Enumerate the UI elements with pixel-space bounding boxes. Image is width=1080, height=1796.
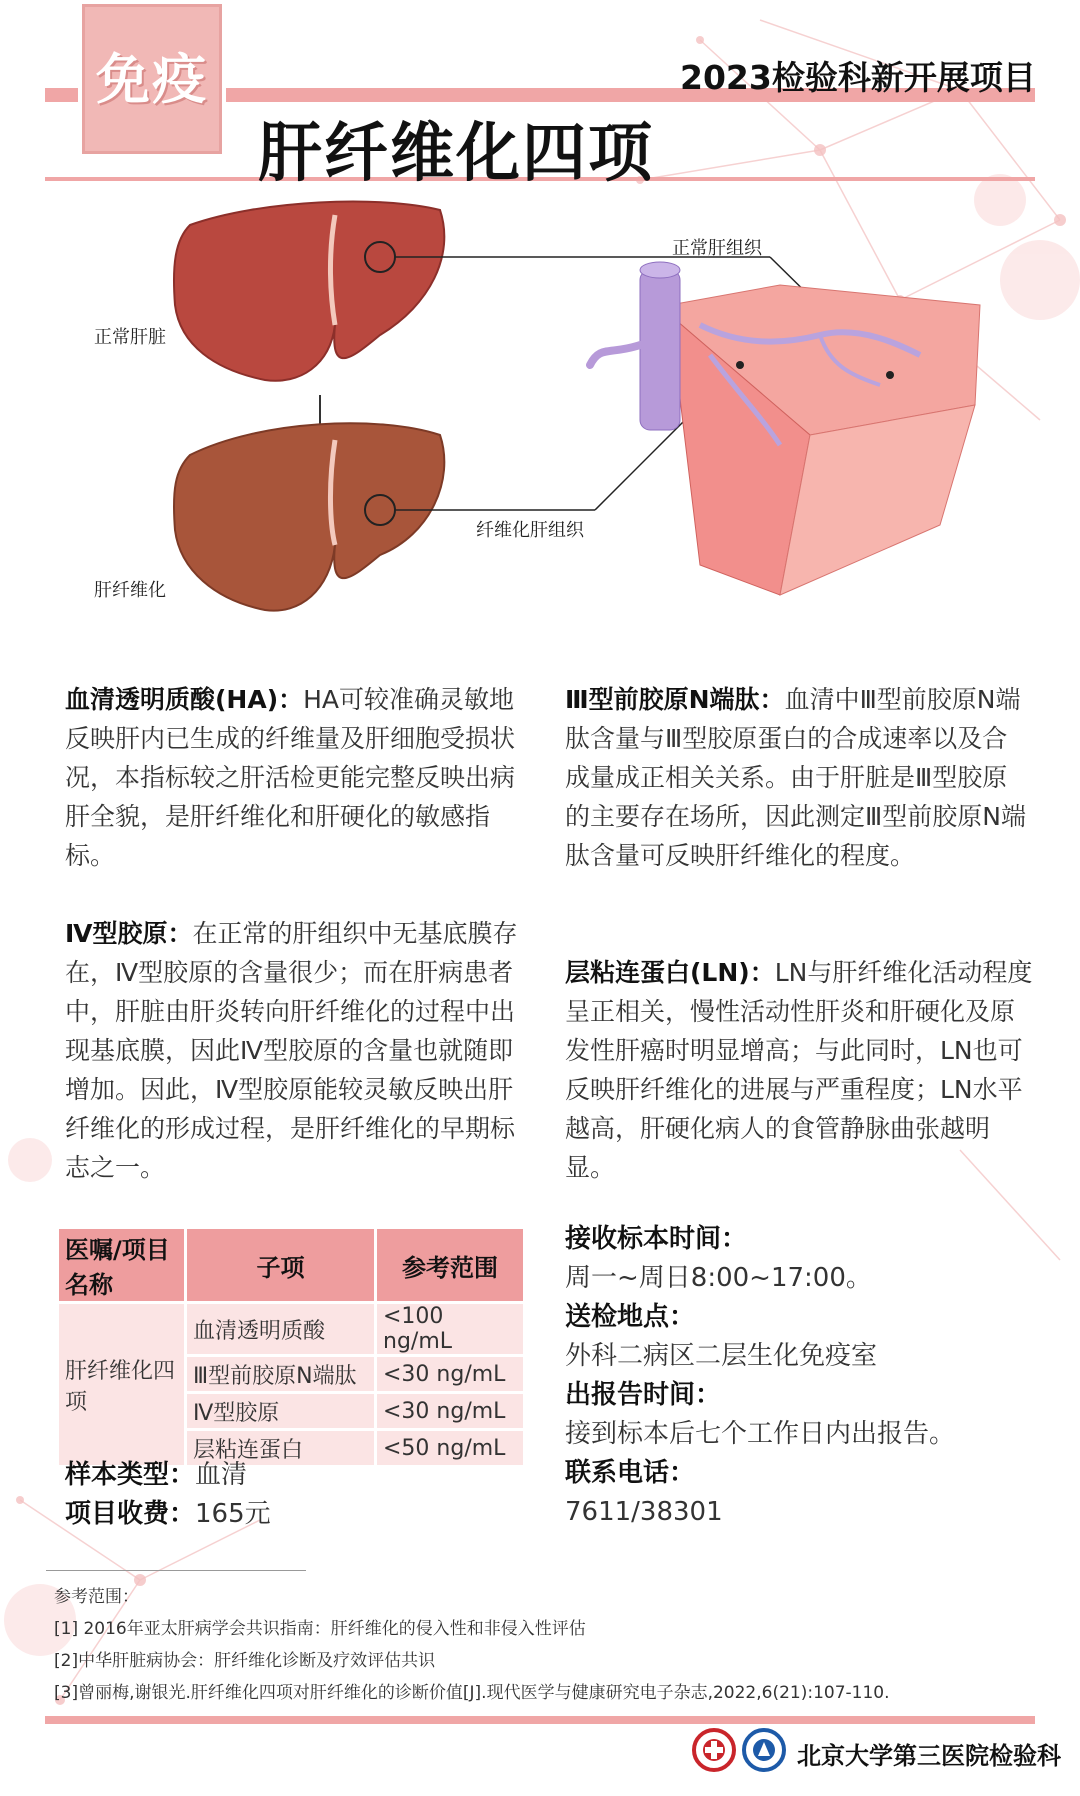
section-col4 xyxy=(65,914,525,1187)
page-title: 肝纤维化四项 xyxy=(258,117,654,191)
label-fibrosis-liver: 肝纤维化 xyxy=(94,580,166,601)
reference-item: [2]中华肝脏病协会：肝纤维化诊断及疗效评估共识 xyxy=(54,1651,436,1671)
table-cell-item: Ⅲ型前胶原N端肽 xyxy=(187,1357,374,1391)
lab-emblem-icon xyxy=(744,1730,784,1770)
reference-range-table xyxy=(56,1226,526,1468)
specimen-info xyxy=(565,1220,1035,1532)
table-cell-item: Ⅳ型胶原 xyxy=(187,1394,374,1428)
section-ln xyxy=(565,953,1035,1187)
footer-accent-bar xyxy=(45,1716,1035,1724)
project-fee xyxy=(65,1495,271,1534)
reference-item: [3]曾丽梅,谢银光.肝纤维化四项对肝纤维化的诊断价值[J].现代医学与健康研究电子杂志,2022,6(21):107-110. xyxy=(54,1683,890,1703)
immunology-stamp xyxy=(78,0,226,158)
sample-type xyxy=(65,1456,247,1495)
section-ln-heading: 层粘连蛋白(LN)： xyxy=(565,958,775,987)
section-col4-heading: Ⅳ型胶原： xyxy=(65,919,193,948)
report-time-value: 接到标本后七个工作日内出报告。 xyxy=(565,1419,956,1449)
section-ln-body: LN与肝纤维化活动程度呈正相关，慢性活动性肝炎和肝硬化及原发性肝癌时明显增高；与此同时，LN也可反映肝纤维化的进展与严重程度；LN水平越高，肝硬化病人的食管静脉曲张越明显。 xyxy=(565,958,1033,1182)
references-title: 参考范围： xyxy=(54,1587,139,1607)
delivery-place-label: 送检地点： xyxy=(565,1302,696,1332)
phone-value: 7611/38301 xyxy=(565,1497,723,1527)
table-header-range: 参考范围 xyxy=(377,1229,523,1301)
fibrosis-liver-shape xyxy=(174,423,444,610)
label-fibrosis-tissue: 纤维化肝组织 xyxy=(476,520,584,541)
label-normal-liver: 正常肝脏 xyxy=(94,327,166,348)
project-fee-value: 165元 xyxy=(195,1499,271,1529)
receive-time-label: 接收标本时间： xyxy=(565,1224,748,1254)
table-row xyxy=(59,1304,523,1354)
table-cell-item: 血清透明质酸 xyxy=(187,1304,374,1354)
table-cell-range: <30 ng/mL xyxy=(377,1394,523,1428)
section-ha-body: HA可较准确灵敏地反映肝内已生成的纤维量及肝细胞受损状况，本指标较之肝活检更能完整反映出病肝全貌，是肝纤维化和肝硬化的敏感指标。 xyxy=(65,685,516,870)
footer-institution-name: 北京大学第三医院检验科 xyxy=(797,1742,1061,1770)
stamp-text: 免疫 xyxy=(96,47,208,111)
table-header-project: 医嘱/项目名称 xyxy=(59,1229,184,1301)
section-p3np-heading: Ⅲ型前胶原N端肽： xyxy=(565,685,785,714)
sample-type-label: 样本类型： xyxy=(65,1460,196,1490)
section-ha-heading: 血清透明质酸(HA)： xyxy=(65,685,304,714)
section-col4-body: 在正常的肝组织中无基底膜存在，Ⅳ型胶原的含量很少；而在肝病患者中，肝脏由肝炎转向肝纤维化的过程中出现基底膜，因此Ⅳ型胶原的含量也就随即增加。因此，Ⅳ型胶原能较灵敏反映出肝纤维化的形成过程，是肝纤维化的早期标志之一。 xyxy=(65,919,518,1182)
table-cell-range: <50 ng/mL xyxy=(377,1431,523,1465)
references-divider xyxy=(46,1570,306,1571)
hospital-emblem-icon xyxy=(694,1730,734,1770)
project-fee-label: 项目收费： xyxy=(65,1499,196,1529)
phone-label: 联系电话： xyxy=(565,1458,696,1488)
liver-illustration xyxy=(0,195,1080,635)
table-cell-item: 层粘连蛋白 xyxy=(187,1431,374,1465)
table-cell-range: <100 ng/mL xyxy=(377,1304,523,1354)
table-header-row xyxy=(59,1229,523,1301)
table-cell-range: <30 ng/mL xyxy=(377,1357,523,1391)
section-p3np xyxy=(565,680,1030,875)
normal-liver-shape xyxy=(174,202,444,381)
label-normal-tissue: 正常肝组织 xyxy=(672,238,762,259)
table-group-name: 肝纤维化四项 xyxy=(59,1304,184,1465)
liver-tissue-block xyxy=(590,262,980,595)
table-header-subitem: 子项 xyxy=(187,1229,374,1301)
section-p3np-body: 血清中Ⅲ型前胶原N端肽含量与Ⅲ型胶原蛋白的合成速率以及合成量成正相关关系。由于肝脏是Ⅲ型胶原的主要存在场所，因此测定Ⅲ型前胶原N端肽含量可反映肝纤维化的程度。 xyxy=(565,685,1026,870)
report-time-label: 出报告时间： xyxy=(565,1380,722,1410)
delivery-place-value: 外科二病区二层生化免疫室 xyxy=(565,1341,878,1371)
section-ha xyxy=(65,680,525,875)
receive-time-value: 周一~周日8:00~17:00。 xyxy=(565,1263,872,1293)
hospital-logos xyxy=(690,1726,790,1776)
reference-item: [1] 2016年亚太肝病学会共识指南：肝纤维化的侵入性和非侵入性评估 xyxy=(54,1619,586,1639)
sample-type-value: 血清 xyxy=(195,1460,248,1490)
header-subtitle: 2023检验科新开展项目 xyxy=(680,58,1036,97)
